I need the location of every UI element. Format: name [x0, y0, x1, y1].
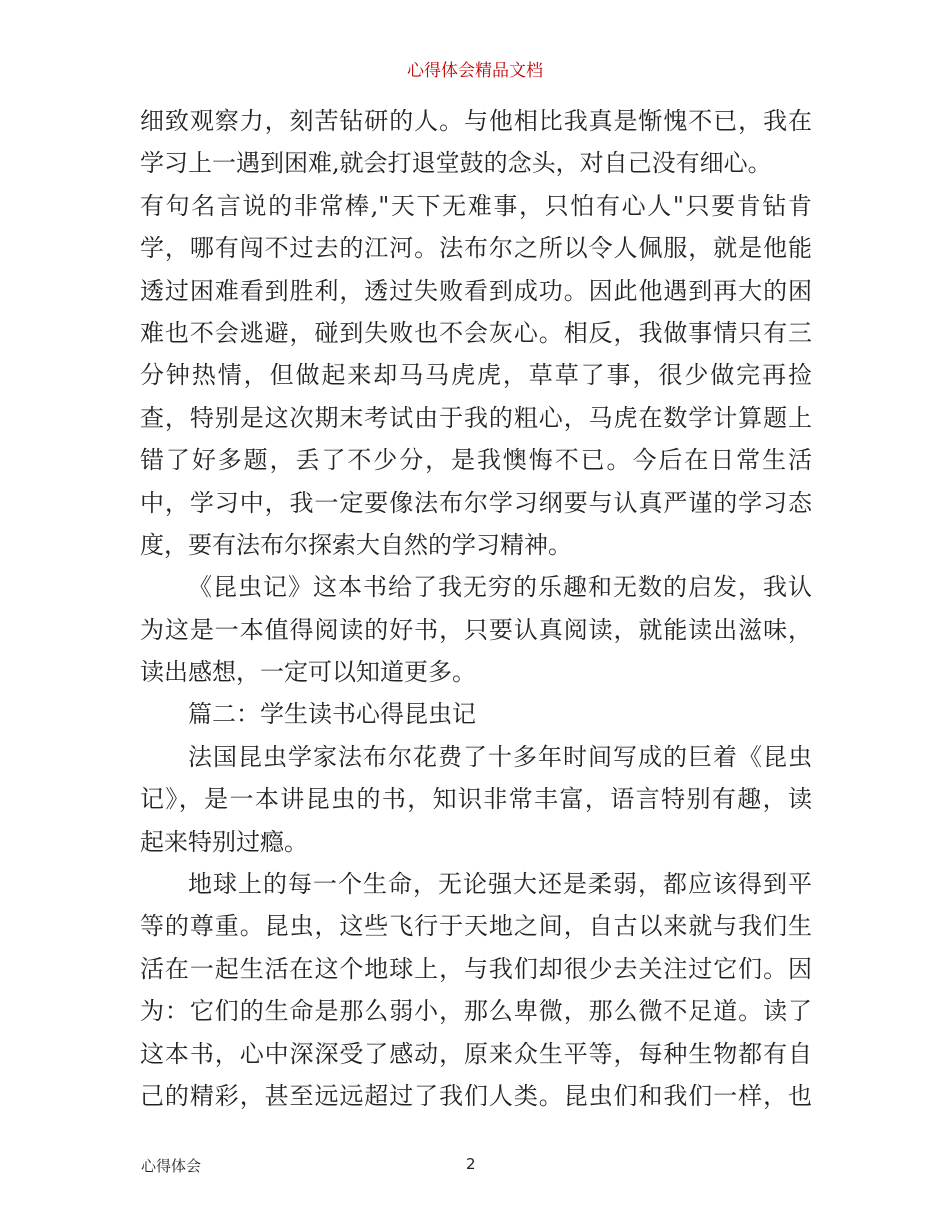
- text-line: 查，特别是这次期末考试由于我的粗心，马虎在数学计算题上: [140, 403, 812, 432]
- text-line: 记》，是一本讲昆虫的书，知识非常丰富，语言特别有趣，读: [140, 785, 812, 814]
- text-line: 这本书，心中深深受了感动，原来众生平等，每种生物都有自: [140, 1039, 812, 1068]
- text-line: 度，要有法布尔探索大自然的学习精神。: [140, 530, 572, 559]
- page-header-title: 心得体会精品文档: [407, 61, 543, 81]
- text-line: 读出感想，一定可以知道更多。: [140, 658, 476, 687]
- page-footer-label: 心得体会: [141, 1157, 202, 1175]
- text-line: 为：它们的生命是那么弱小，那么卑微，那么微不足道。读了: [140, 997, 812, 1026]
- text-line: 己的精彩，甚至远远超过了我们人类。昆虫们和我们一样，也: [140, 1081, 812, 1110]
- text-line: 学习上一遇到困难,就会打退堂鼓的念头，对自己没有细心。: [140, 149, 772, 178]
- text-line: 篇二：学生读书心得昆虫记: [188, 700, 476, 729]
- text-line: 透过困难看到胜利，透过失败看到成功。因此他遇到再大的困: [140, 276, 812, 305]
- text-line: 等的尊重。昆虫，这些飞行于天地之间，自古以来就与我们生: [140, 912, 812, 941]
- text-line: 地球上的每一个生命，无论强大还是柔弱，都应该得到平: [188, 870, 812, 899]
- text-line: 《昆虫记》这本书给了我无穷的乐趣和无数的启发，我认: [188, 573, 812, 602]
- text-line: 法国昆虫学家法布尔花费了十多年时间写成的巨着《昆虫: [188, 742, 812, 771]
- text-line: 中，学习中，我一定要像法布尔学习纲要与认真严谨的学习态: [140, 488, 812, 517]
- text-line: 为这是一本值得阅读的好书，只要认真阅读，就能读出滋味，: [140, 615, 812, 644]
- document-body: [140, 100, 812, 1117]
- text-line: 错了好多题，丢了不少分，是我懊悔不已。今后在日常生活: [140, 446, 812, 475]
- text-line: 难也不会逃避，碰到失败也不会灰心。相反，我做事情只有三: [140, 318, 812, 347]
- text-line: 活在一起生活在这个地球上，与我们却很少去关注过它们。因: [140, 954, 812, 983]
- text-line: 起来特别过瘾。: [140, 827, 308, 856]
- text-line: 分钟热情，但做起来却马马虎虎，草草了事，很少做完再捡: [140, 361, 812, 390]
- page-number: 2: [466, 1155, 476, 1173]
- text-line: 有句名言说的非常棒,"天下无难事，只怕有心人"只要肯钻肯: [140, 191, 812, 220]
- text-line: 学，哪有闯不过去的江河。法布尔之所以令人佩服，就是他能: [140, 234, 812, 263]
- text-line: 细致观察力，刻苦钻研的人。与他相比我真是惭愧不已，我在: [140, 107, 812, 135]
